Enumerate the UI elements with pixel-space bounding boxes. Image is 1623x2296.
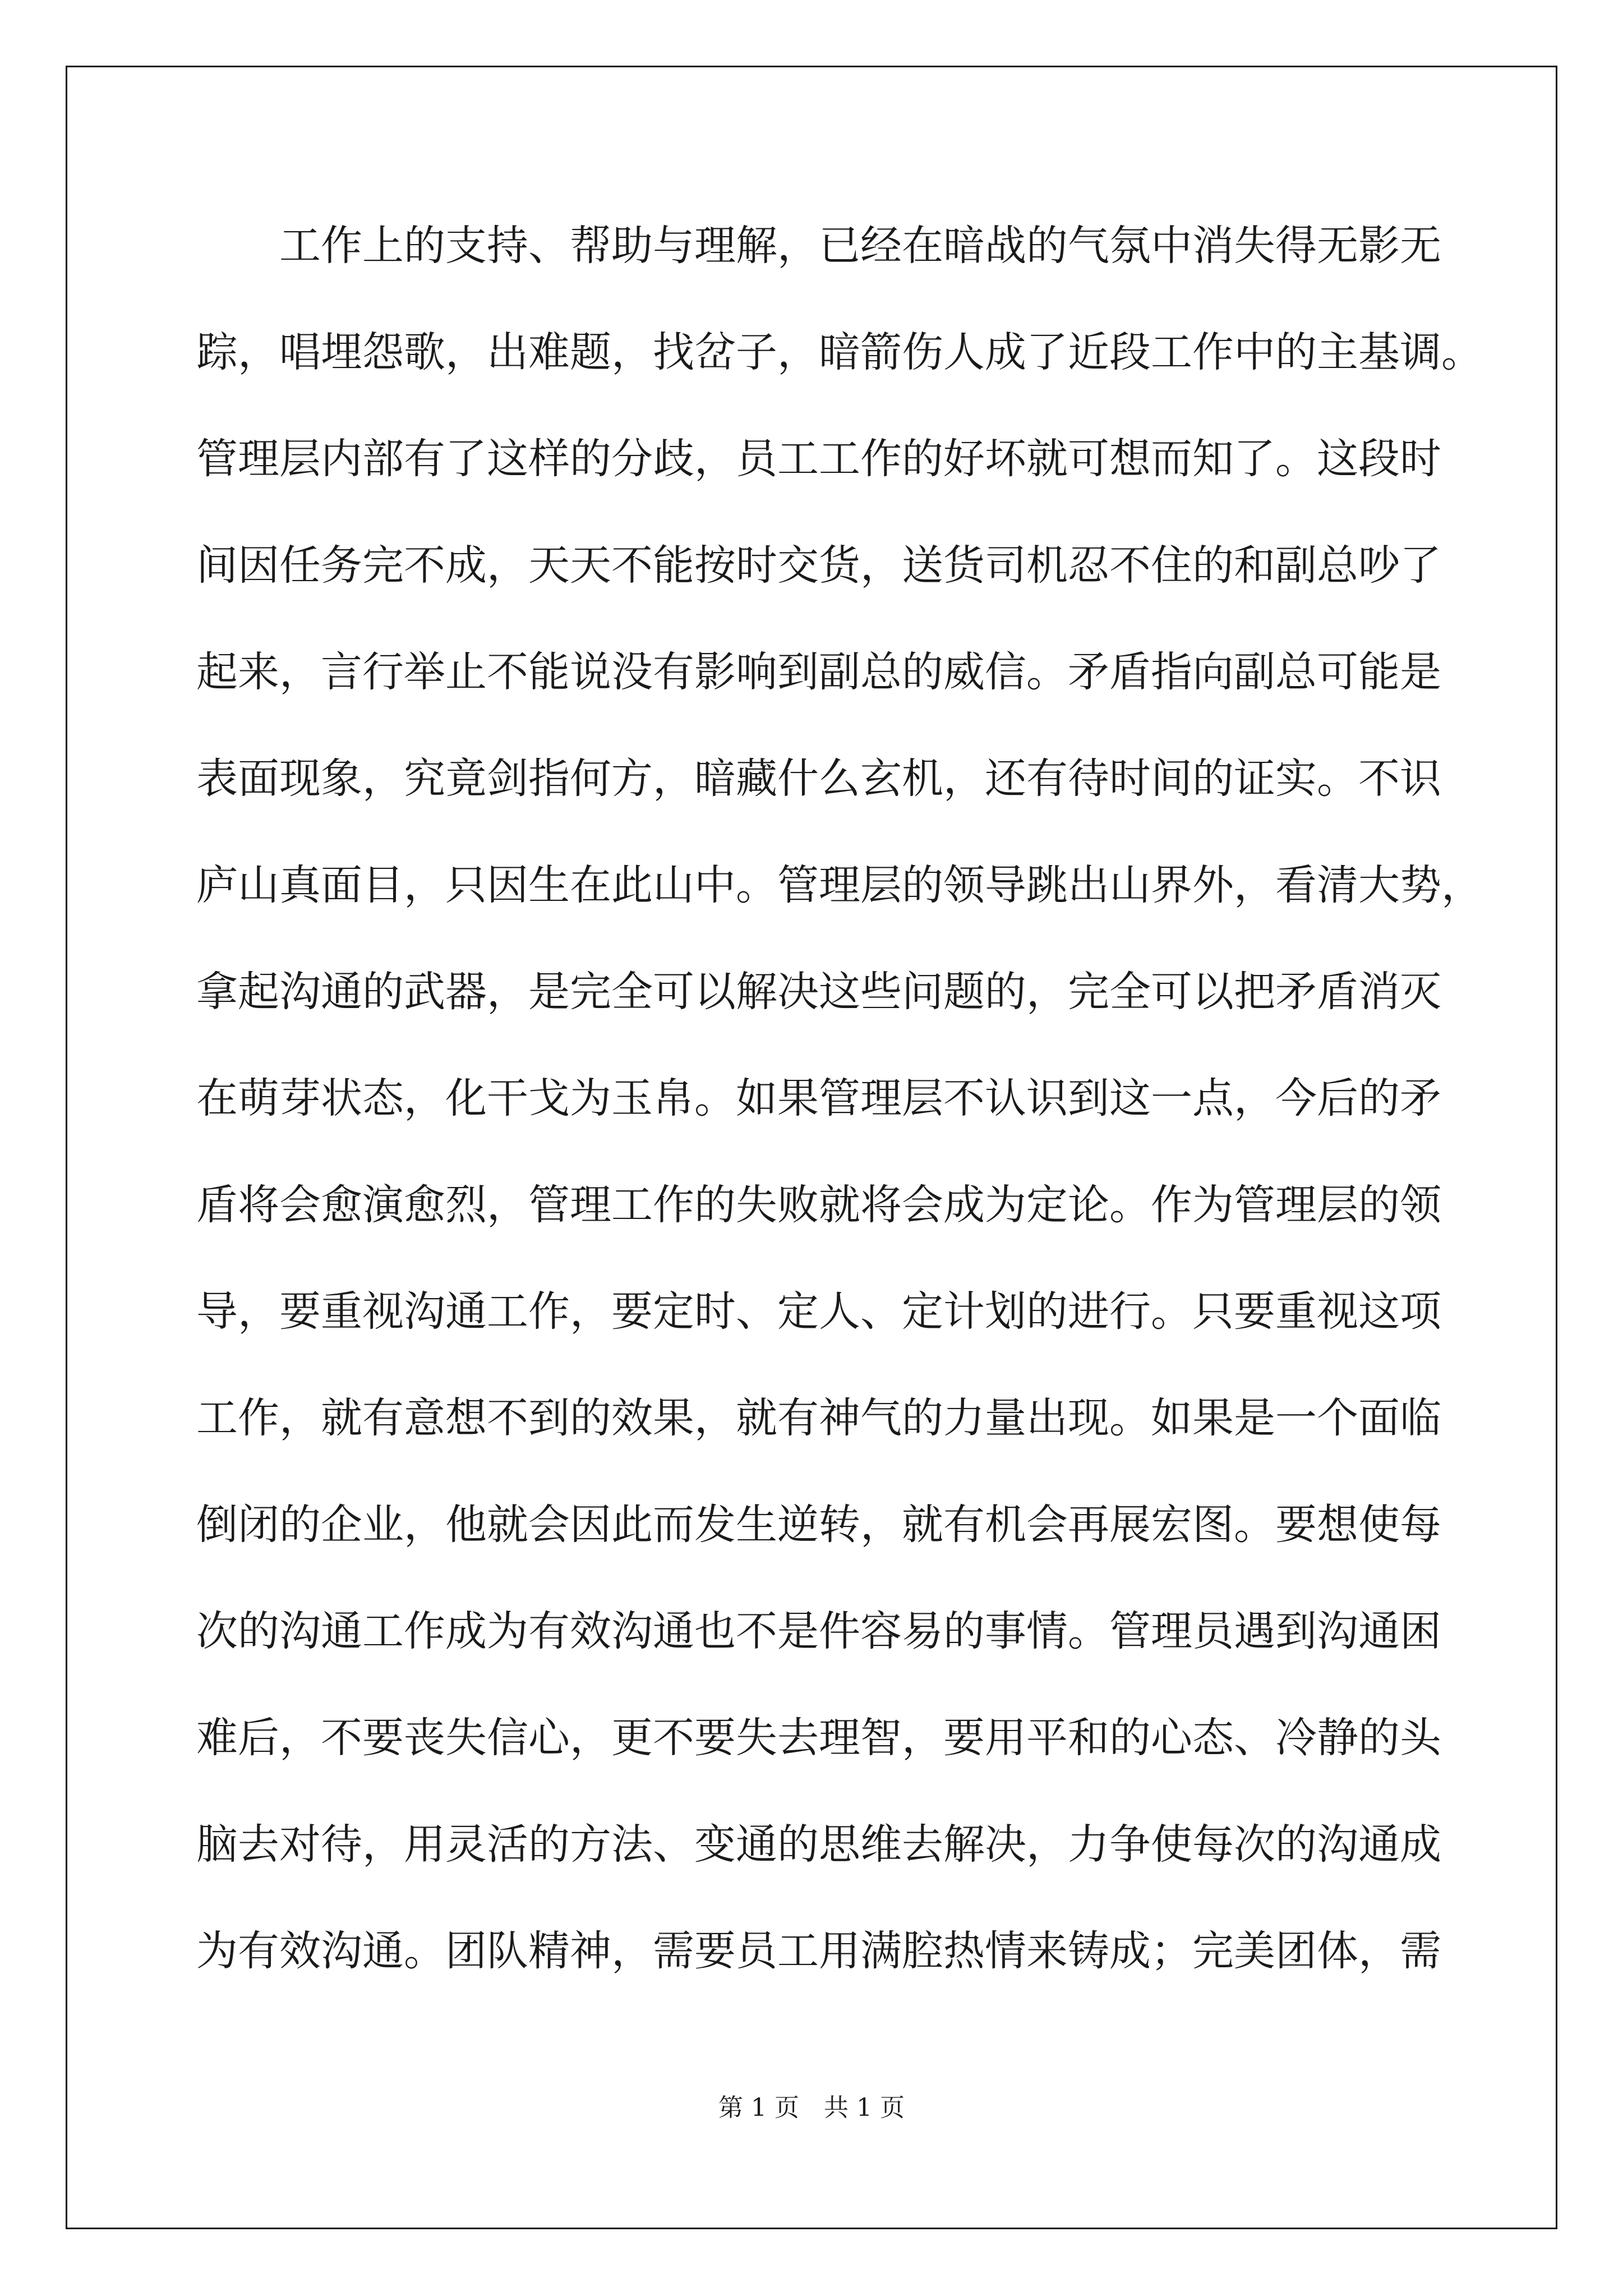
- text-line: 间因任务完不成，天天不能按时交货，送货司机忍不住的和副总吵了: [196, 541, 1441, 590]
- text-line: 拿起沟通的武器，是完全可以解决这些问题的，完全可以把矛盾消灭: [196, 968, 1441, 1016]
- text-line: 倒闭的企业，他就会因此而发生逆转，就有机会再展宏图。要想使每: [196, 1501, 1441, 1549]
- text-line: 盾将会愈演愈烈，管理工作的失败就将会成为定论。作为管理层的领: [196, 1181, 1441, 1229]
- text-line: 踪，唱埋怨歌，出难题，找岔子，暗箭伤人成了近段工作中的主基调。: [196, 328, 1483, 376]
- text-line: 难后，不要丧失信心，更不要失去理智，要用平和的心态、冷静的头: [196, 1714, 1441, 1762]
- text-line: 庐山真面目，只因生在此山中。管理层的领导跳出山界外，看清大势，: [196, 861, 1483, 909]
- text-line: 导，要重视沟通工作，要定时、定人、定计划的进行。只要重视这项: [196, 1287, 1441, 1336]
- document-body: [196, 218, 1483, 2030]
- page-footer: [0, 2091, 1623, 2125]
- text-line: 脑去对待，用灵活的方法、变通的思维去解决，力争使每次的沟通成: [196, 1820, 1441, 1869]
- page-number-label: 第 1 页 共 1 页: [718, 2093, 905, 2122]
- text-line: 表面现象，究竟剑指何方，暗藏什么玄机，还有待时间的证实。不识: [196, 754, 1441, 803]
- text-line: 工作，就有意想不到的效果，就有神气的力量出现。如果是一个面临: [196, 1394, 1441, 1442]
- text-line: 为有效沟通。团队精神，需要员工用满腔热情来铸成；完美团体，需: [196, 1927, 1441, 1975]
- text-line: 次的沟通工作成为有效沟通也不是件容易的事情。管理员遇到沟通困: [196, 1607, 1441, 1655]
- text-line: 在萌芽状态，化干戈为玉帛。如果管理层不认识到这一点，今后的矛: [196, 1074, 1441, 1122]
- text-line: 起来，言行举止不能说没有影响到副总的威信。矛盾指向副总可能是: [196, 648, 1441, 696]
- text-line: 管理层内部有了这样的分歧，员工工作的好坏就可想而知了。这段时: [196, 435, 1441, 483]
- text-line: 工作上的支持、帮助与理解，已经在暗战的气氛中消失得无影无: [279, 222, 1441, 270]
